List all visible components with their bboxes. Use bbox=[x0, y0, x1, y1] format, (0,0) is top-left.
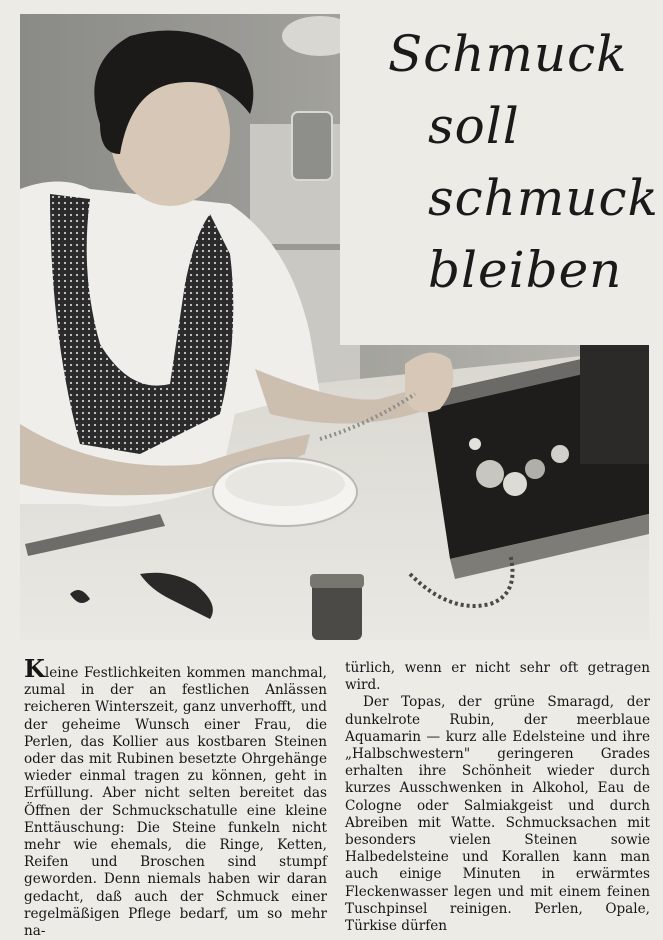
headline bbox=[388, 18, 658, 306]
article-paragraph-2: türlich, wenn er nicht sehr oft getragen wird. bbox=[345, 660, 650, 694]
headline-line-1: Schmuck bbox=[388, 25, 628, 83]
drop-cap: K bbox=[24, 654, 45, 683]
headline-line-3: schmuck bbox=[428, 169, 659, 227]
article-column-1 bbox=[24, 654, 327, 940]
article-column-2 bbox=[345, 660, 650, 935]
article-paragraph-3: Der Topas, der grüne Smaragd, der dunkelrote Rubin, der meerblaue Aquamarin — kurz alle Edelsteine und ihre „Halbschwestern" geringeren Grades erhalten ihre Schönheit wieder durch kurzes Ausschwenken in Alkohol, Eau de Cologne oder Salmiakgeist und durch Abreiben mit Watte. Schmucksachen mit besonders vielen Steinen sowie Halbedelsteine und Korallen kann man auch einige Minuten in erwärmtes Fleckenwasser legen und mit einem feinen Tuschpinsel reinigen. Perlen, Opale, Türkise dürfen bbox=[345, 694, 650, 935]
article-text-col1: leine Festlichkeiten kommen manchmal, zumal in der an festlichen Anlässen reicheren Winterszeit, ganz unverhofft, und der geheime Wunsch einer Frau, die Perlen, das Kollier aus kostbaren Steinen oder das mit Rubinen besetzte Ohrgehänge wieder einmal tragen zu können, geht in Erfüllung. Aber nicht selten bereitet das Öffnen der Schmuckschatulle eine kleine Enttäuschung: Die Steine funkeln nicht mehr wie ehemals, die Ringe, Ketten, Reifen und Broschen sind stumpf geworden. Denn niemals haben wir daran gedacht, daß auch der Schmuck einer regelmäßigen Pflege bedarf, um so mehr na- bbox=[24, 665, 327, 940]
headline-line-4: bleiben bbox=[428, 241, 623, 299]
article-paragraph-1 bbox=[24, 654, 327, 940]
headline-line-2: soll bbox=[428, 97, 520, 155]
